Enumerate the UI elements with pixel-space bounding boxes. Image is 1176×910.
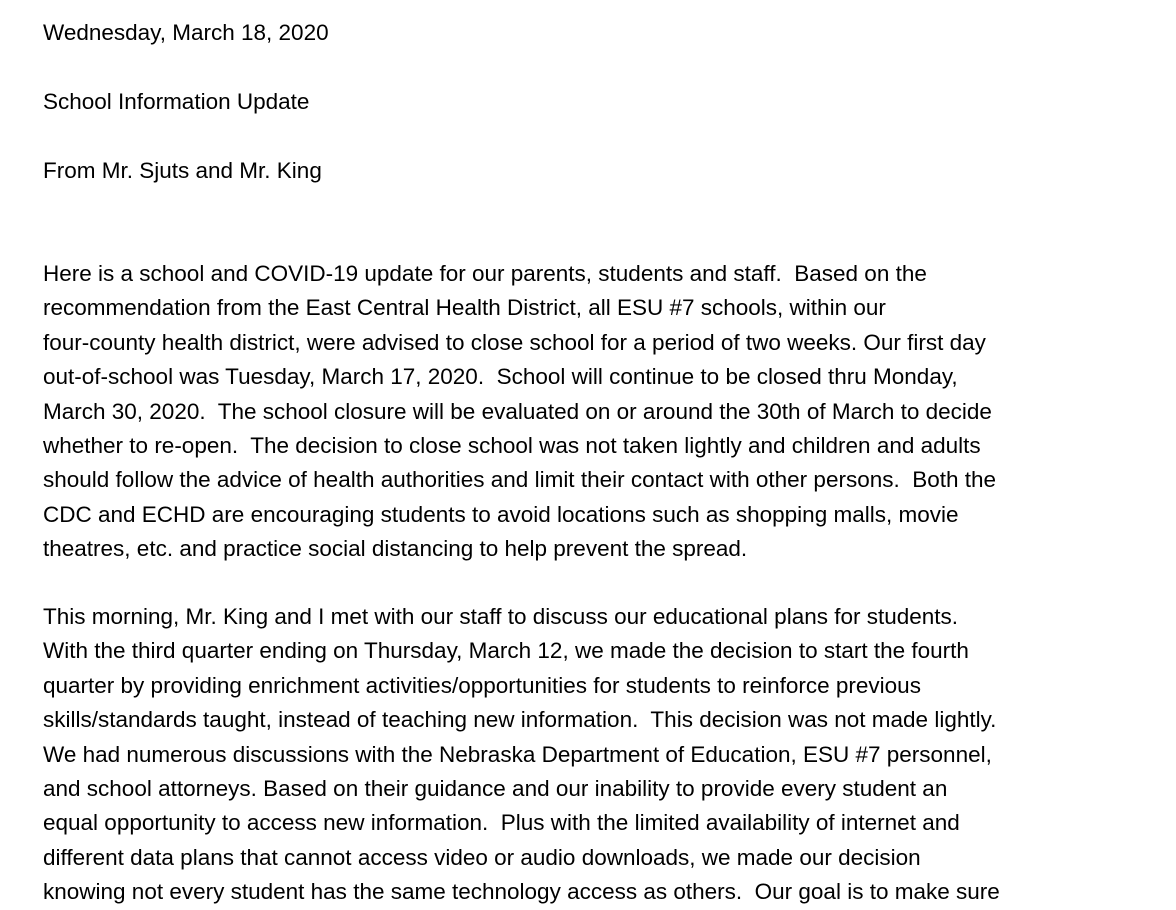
text-line: CDC and ECHD are encouraging students to avoid locations such as shopping malls, movie [43, 501, 959, 527]
text-line: theatres, etc. and practice social distancing to help prevent the spread. [43, 536, 748, 562]
text-line: March 30, 2020. The school closure will be evaluated on or around the 30th of March to decide [43, 398, 992, 424]
text-line: skills/standards taught, instead of teaching new information. This decision was not made lightly. [43, 707, 997, 733]
document-title: School Information Update [43, 89, 310, 114]
text-line: should follow the advice of health authorities and limit their contact with other persons. Both the [43, 467, 997, 493]
text-line: quarter by providing enrichment activities/opportunities for students to reinforce previous [43, 672, 921, 698]
text-line: out-of-school was Tuesday, March 17, 2020. School will continue to be closed thru Monday, [43, 364, 958, 390]
text-line: different data plans that cannot access video or audio downloads, we made our decision [43, 844, 921, 870]
paragraph-covid-update [43, 257, 1143, 567]
text-line: Here is a school and COVID-19 update for our parents, students and staff. Based on the [43, 261, 927, 286]
document-from-line: From Mr. Sjuts and Mr. King [43, 158, 322, 183]
text-line: This morning, Mr. King and I met with our staff to discuss our educational plans for students. [43, 604, 959, 629]
text-line: equal opportunity to access new information. Plus with the limited availability of internet and [43, 810, 960, 836]
text-line: We had numerous discussions with the Nebraska Department of Education, ESU #7 personnel, [43, 741, 992, 767]
text-line: With the third quarter ending on Thursday, March 12, we made the decision to start the fourth [43, 638, 969, 664]
paragraph-educational-plans [43, 600, 1143, 910]
text-line: and school attorneys. Based on their guidance and our inability to provide every student an [43, 775, 948, 801]
text-line: four-county health district, were advised to close school for a period of two weeks. Our first day [43, 329, 986, 355]
text-line: recommendation from the East Central Health District, all ESU #7 schools, within our [43, 295, 886, 321]
document-date: Wednesday, March 18, 2020 [43, 20, 329, 45]
text-line: whether to re-open. The decision to close school was not taken lightly and children and adults [43, 432, 981, 458]
text-line: knowing not every student has the same technology access as others. Our goal is to make sure [43, 879, 1000, 905]
